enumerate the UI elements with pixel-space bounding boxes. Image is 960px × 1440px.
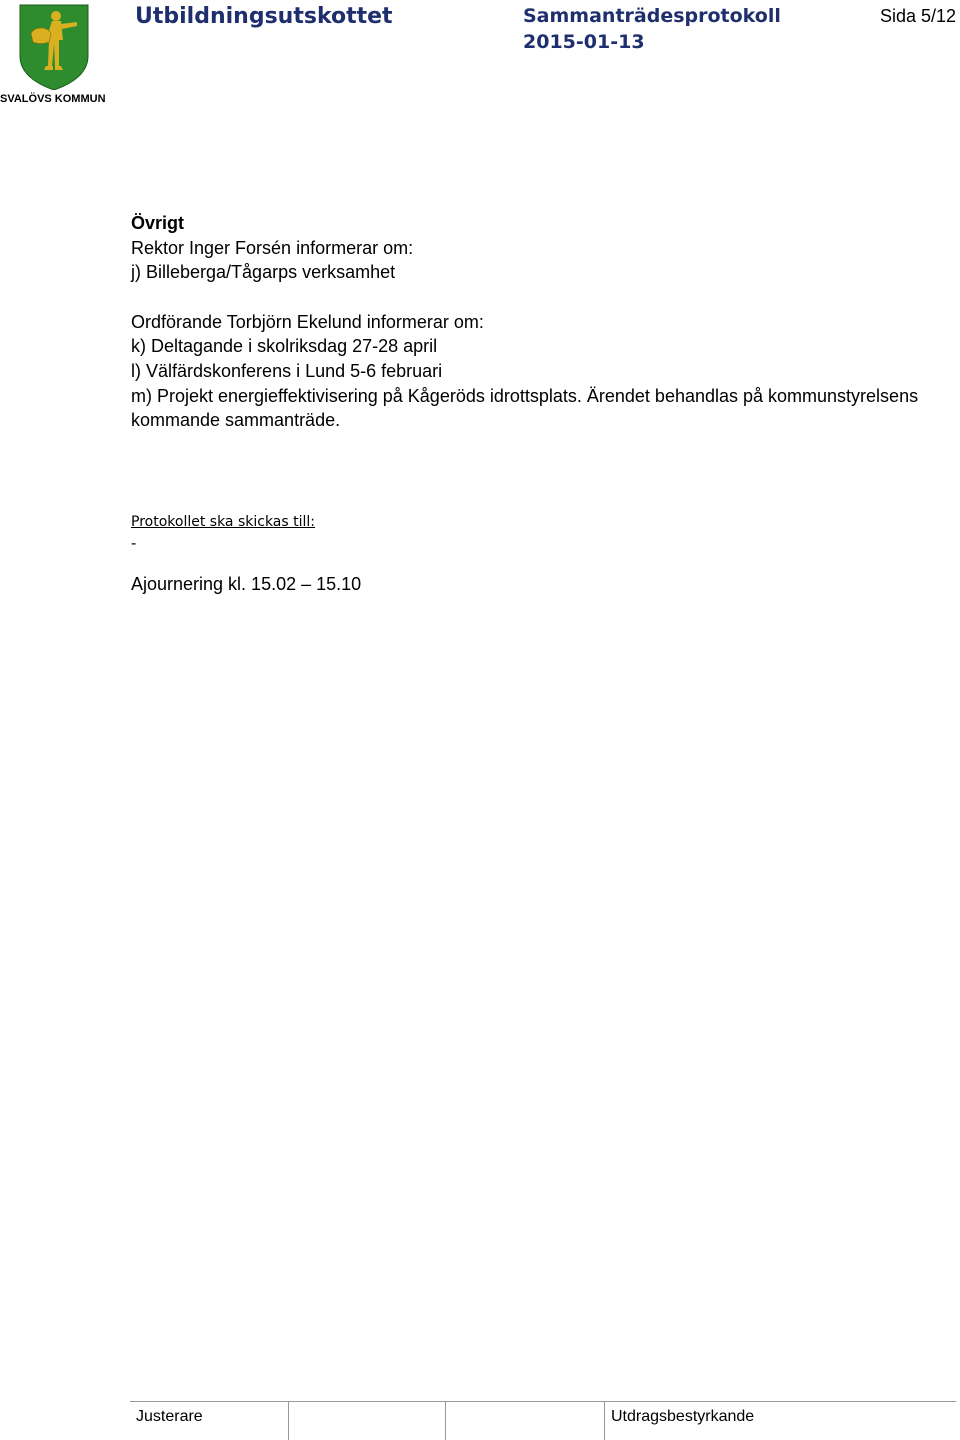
paragraph-line: l) Välfärdskonferens i Lund 5-6 februari — [131, 360, 443, 381]
signature-footer — [130, 1401, 956, 1440]
page-number: Sida 5/12 — [879, 6, 956, 26]
footer-justerare: Justerare — [130, 1402, 289, 1440]
document-type: Sammanträdesprotokoll — [523, 5, 781, 27]
footer-utdragsbestyrkande: Utdragsbestyrkande — [611, 1408, 755, 1425]
paragraph-line: m) Projekt energieffektivisering på Kågeröds idrottsplats. Ärendet behandlas på kommunstyrelsens kommande sammanträde. — [131, 385, 919, 431]
paragraph-gap — [131, 285, 931, 310]
municipality-name: SVALÖVS KOMMUN — [0, 93, 106, 105]
paragraph-line: Rektor Inger Forsén informerar om: — [131, 237, 414, 258]
municipality-logo — [0, 4, 120, 108]
footer-signature-box — [289, 1402, 446, 1440]
paragraph-line: k) Deltagande i skolriksdag 27-28 april — [131, 336, 438, 357]
paragraph-line: j) Billeberga/Tågarps verksamhet — [131, 262, 396, 283]
distribution-value: - — [131, 535, 137, 552]
adjournment-note: Ajournering kl. 15.02 – 15.10 — [131, 574, 362, 594]
document-date: 2015-01-13 — [523, 31, 645, 53]
coat-of-arms-icon — [19, 4, 89, 90]
protocol-body — [131, 211, 931, 433]
footer-signature-box — [446, 1402, 605, 1440]
section-heading: Övrigt — [131, 213, 185, 233]
paragraph-line: Ordförande Torbjörn Ekelund informerar om: — [131, 311, 484, 332]
committee-title: Utbildningsutskottet — [135, 4, 393, 29]
distribution-label: Protokollet ska skickas till: — [131, 514, 316, 530]
